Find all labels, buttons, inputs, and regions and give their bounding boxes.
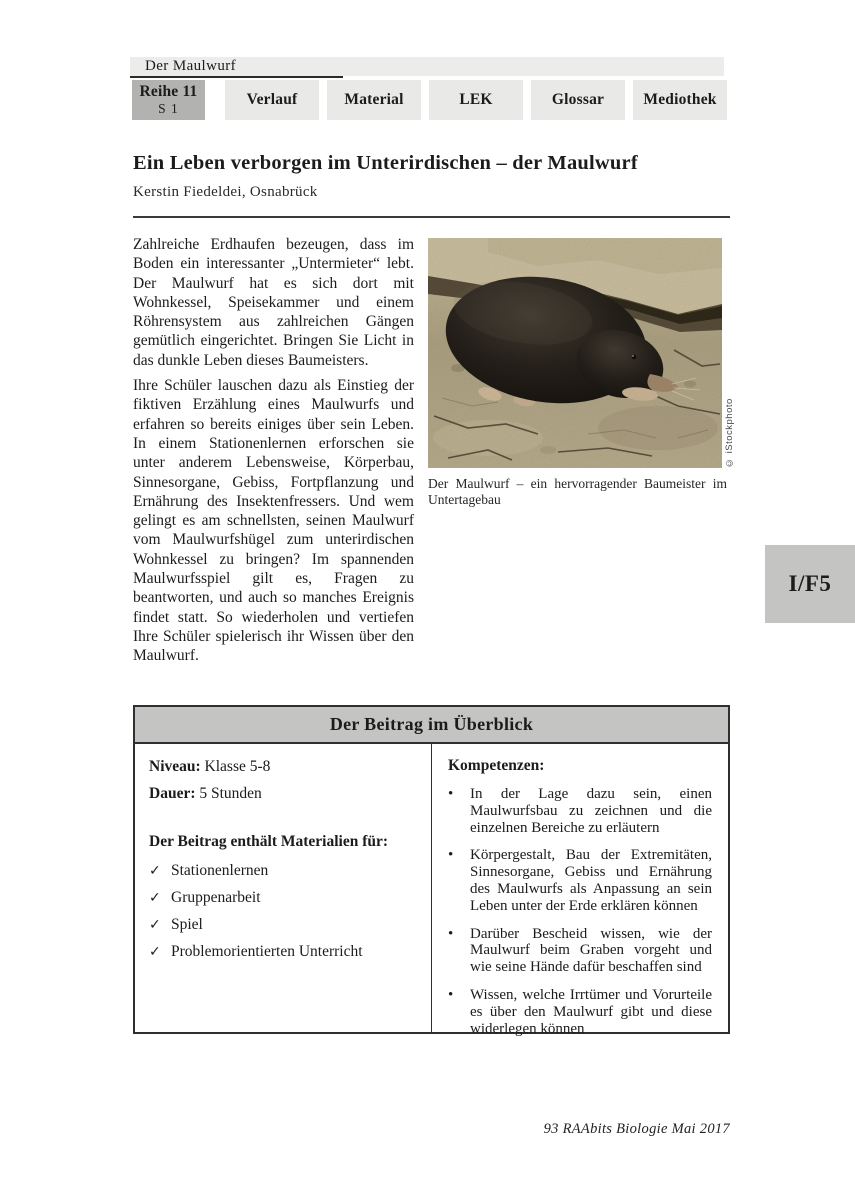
overview-box-title: Der Beitrag im Überblick	[135, 707, 728, 744]
overview-left-column	[135, 744, 432, 1032]
topic-header-label: Der Maulwurf	[145, 58, 237, 74]
photo-credit: © iStockphoto	[724, 398, 735, 468]
kompetenz-text: Wissen, welche Irrtümer und Vorurteile es über den Maulwurf gibt und diese widerlegen können	[470, 986, 712, 1037]
material-item-label: Problemorientierten Unterricht	[171, 943, 363, 960]
material-item-problemorientiert	[149, 943, 417, 962]
kompetenz-text: In der Lage dazu sein, einen Maulwurfsbau zu zeichnen und die einzelnen Bereiche zu erläutern	[470, 786, 712, 836]
kompetenz-text: Körpergestalt, Bau der Extremitäten, Sinnesorgane, Gebiss und Ernährung des Maulwurfs als Anpassung an sein Leben unter der Erde erklären können	[470, 847, 712, 914]
material-item-label: Stationenlernen	[171, 862, 269, 879]
overview-right-column	[432, 744, 728, 1037]
tab-verlauf-label: Verlauf	[246, 91, 298, 108]
side-register-label: I/F5	[788, 571, 832, 596]
topic-header-underline	[130, 76, 343, 78]
dauer-label: Dauer:	[149, 785, 196, 802]
dauer-row	[149, 785, 417, 803]
dauer-value: 5 Stunden	[199, 785, 262, 802]
tab-reihe-line1: Reihe 11	[139, 83, 198, 101]
niveau-value: Klasse 5-8	[204, 758, 271, 775]
author-line: Kerstin Fiedeldei, Osnabrück	[133, 184, 318, 200]
kompetenzen-heading: Kompetenzen:	[448, 757, 545, 774]
tab-material-label: Material	[344, 91, 404, 108]
side-register-tab[interactable]	[765, 545, 855, 623]
checkmark-icon: ✓	[149, 917, 161, 933]
bullet-icon: •	[448, 786, 454, 802]
tab-material[interactable]	[327, 80, 421, 120]
photo-caption: Der Maulwurf – ein hervorragender Baumeister im Untertagebau	[428, 476, 727, 507]
tab-mediothek[interactable]	[633, 80, 727, 120]
material-item-spiel	[149, 916, 417, 935]
tab-glossar[interactable]	[531, 80, 625, 120]
mole-photo	[428, 238, 722, 468]
niveau-label: Niveau:	[149, 758, 201, 775]
material-item-label: Spiel	[171, 916, 203, 933]
materials-heading: Der Beitrag enthält Materialien für:	[149, 833, 389, 850]
page-footer: 93 RAAbits Biologie Mai 2017	[543, 1121, 730, 1137]
intro-text-column	[133, 235, 414, 672]
bullet-icon: •	[448, 986, 454, 1003]
page-title: Ein Leben verborgen im Unterirdischen – der Maulwurf	[133, 152, 638, 174]
material-item-stationenlernen	[149, 862, 417, 881]
kompetenz-text: Darüber Bescheid wissen, wie der Maulwurf beim Graben vorgeht und wie seine Hände dafür beschaffen sind	[470, 925, 712, 976]
tab-verlauf[interactable]	[225, 80, 319, 120]
tab-reihe-line2: S 1	[158, 101, 179, 117]
header-rule	[133, 216, 730, 218]
intro-paragraph-1: Zahlreiche Erdhaufen bezeugen, dass im Boden ein interessanter „Untermieter“ lebt. Der Maulwurf hat es sich dort mit Wohnkessel, Speisekammer und einem Röhrensystem aus zahlreichen Gängen gemütlich eingerichtet. Bringen Sie Licht in das dunkle Leben dieses Baumeisters.	[133, 236, 414, 369]
material-item-label: Gruppenarbeit	[171, 889, 261, 906]
overview-box-body	[135, 744, 728, 1037]
overview-box	[133, 705, 730, 1037]
kompetenz-item	[448, 987, 712, 1037]
material-item-gruppenarbeit	[149, 889, 417, 908]
intro-paragraph-2: Ihre Schüler lauschen dazu als Einstieg der fiktiven Erzählung eines Maulwurfs und erfahren so bereits einiges über sein Leben. In einem Stationenlernen erforschen sie unter anderem Lebensweise, Körperbau, Sinnesorgane, Gebiss, Fortpflanzung und Ernährung des Insektenfressers. Und wem gelingt es am schnellsten, seinen Maulwurf vom Maulwurfshügel zum unterirdischen Wohnkessel zu bringen? Im spannenden Maulwurfsspiel gilt es, Fragen zu beantworten, und auch so manches Ereignis findet statt. So wiederholen und vertiefen Ihre Schüler spielerisch ihr Wissen über den Maulwurf.	[133, 377, 414, 665]
checkmark-icon: ✓	[149, 863, 161, 879]
tab-lek[interactable]	[429, 80, 523, 120]
tab-mediothek-label: Mediothek	[643, 91, 717, 108]
bullet-icon: •	[448, 847, 454, 864]
tab-reihe-11[interactable]	[132, 80, 205, 120]
mole-photo-graphic	[428, 238, 722, 468]
checkmark-icon: ✓	[149, 890, 161, 906]
checkmark-icon: ✓	[149, 944, 161, 960]
kompetenz-item	[448, 847, 712, 914]
tab-lek-label: LEK	[459, 91, 493, 108]
bullet-icon: •	[448, 925, 454, 942]
topic-header-bar	[130, 57, 724, 76]
tab-glossar-label: Glossar	[551, 91, 605, 108]
kompetenz-item	[448, 926, 712, 976]
niveau-row	[149, 758, 417, 776]
kompetenz-item	[448, 786, 712, 836]
